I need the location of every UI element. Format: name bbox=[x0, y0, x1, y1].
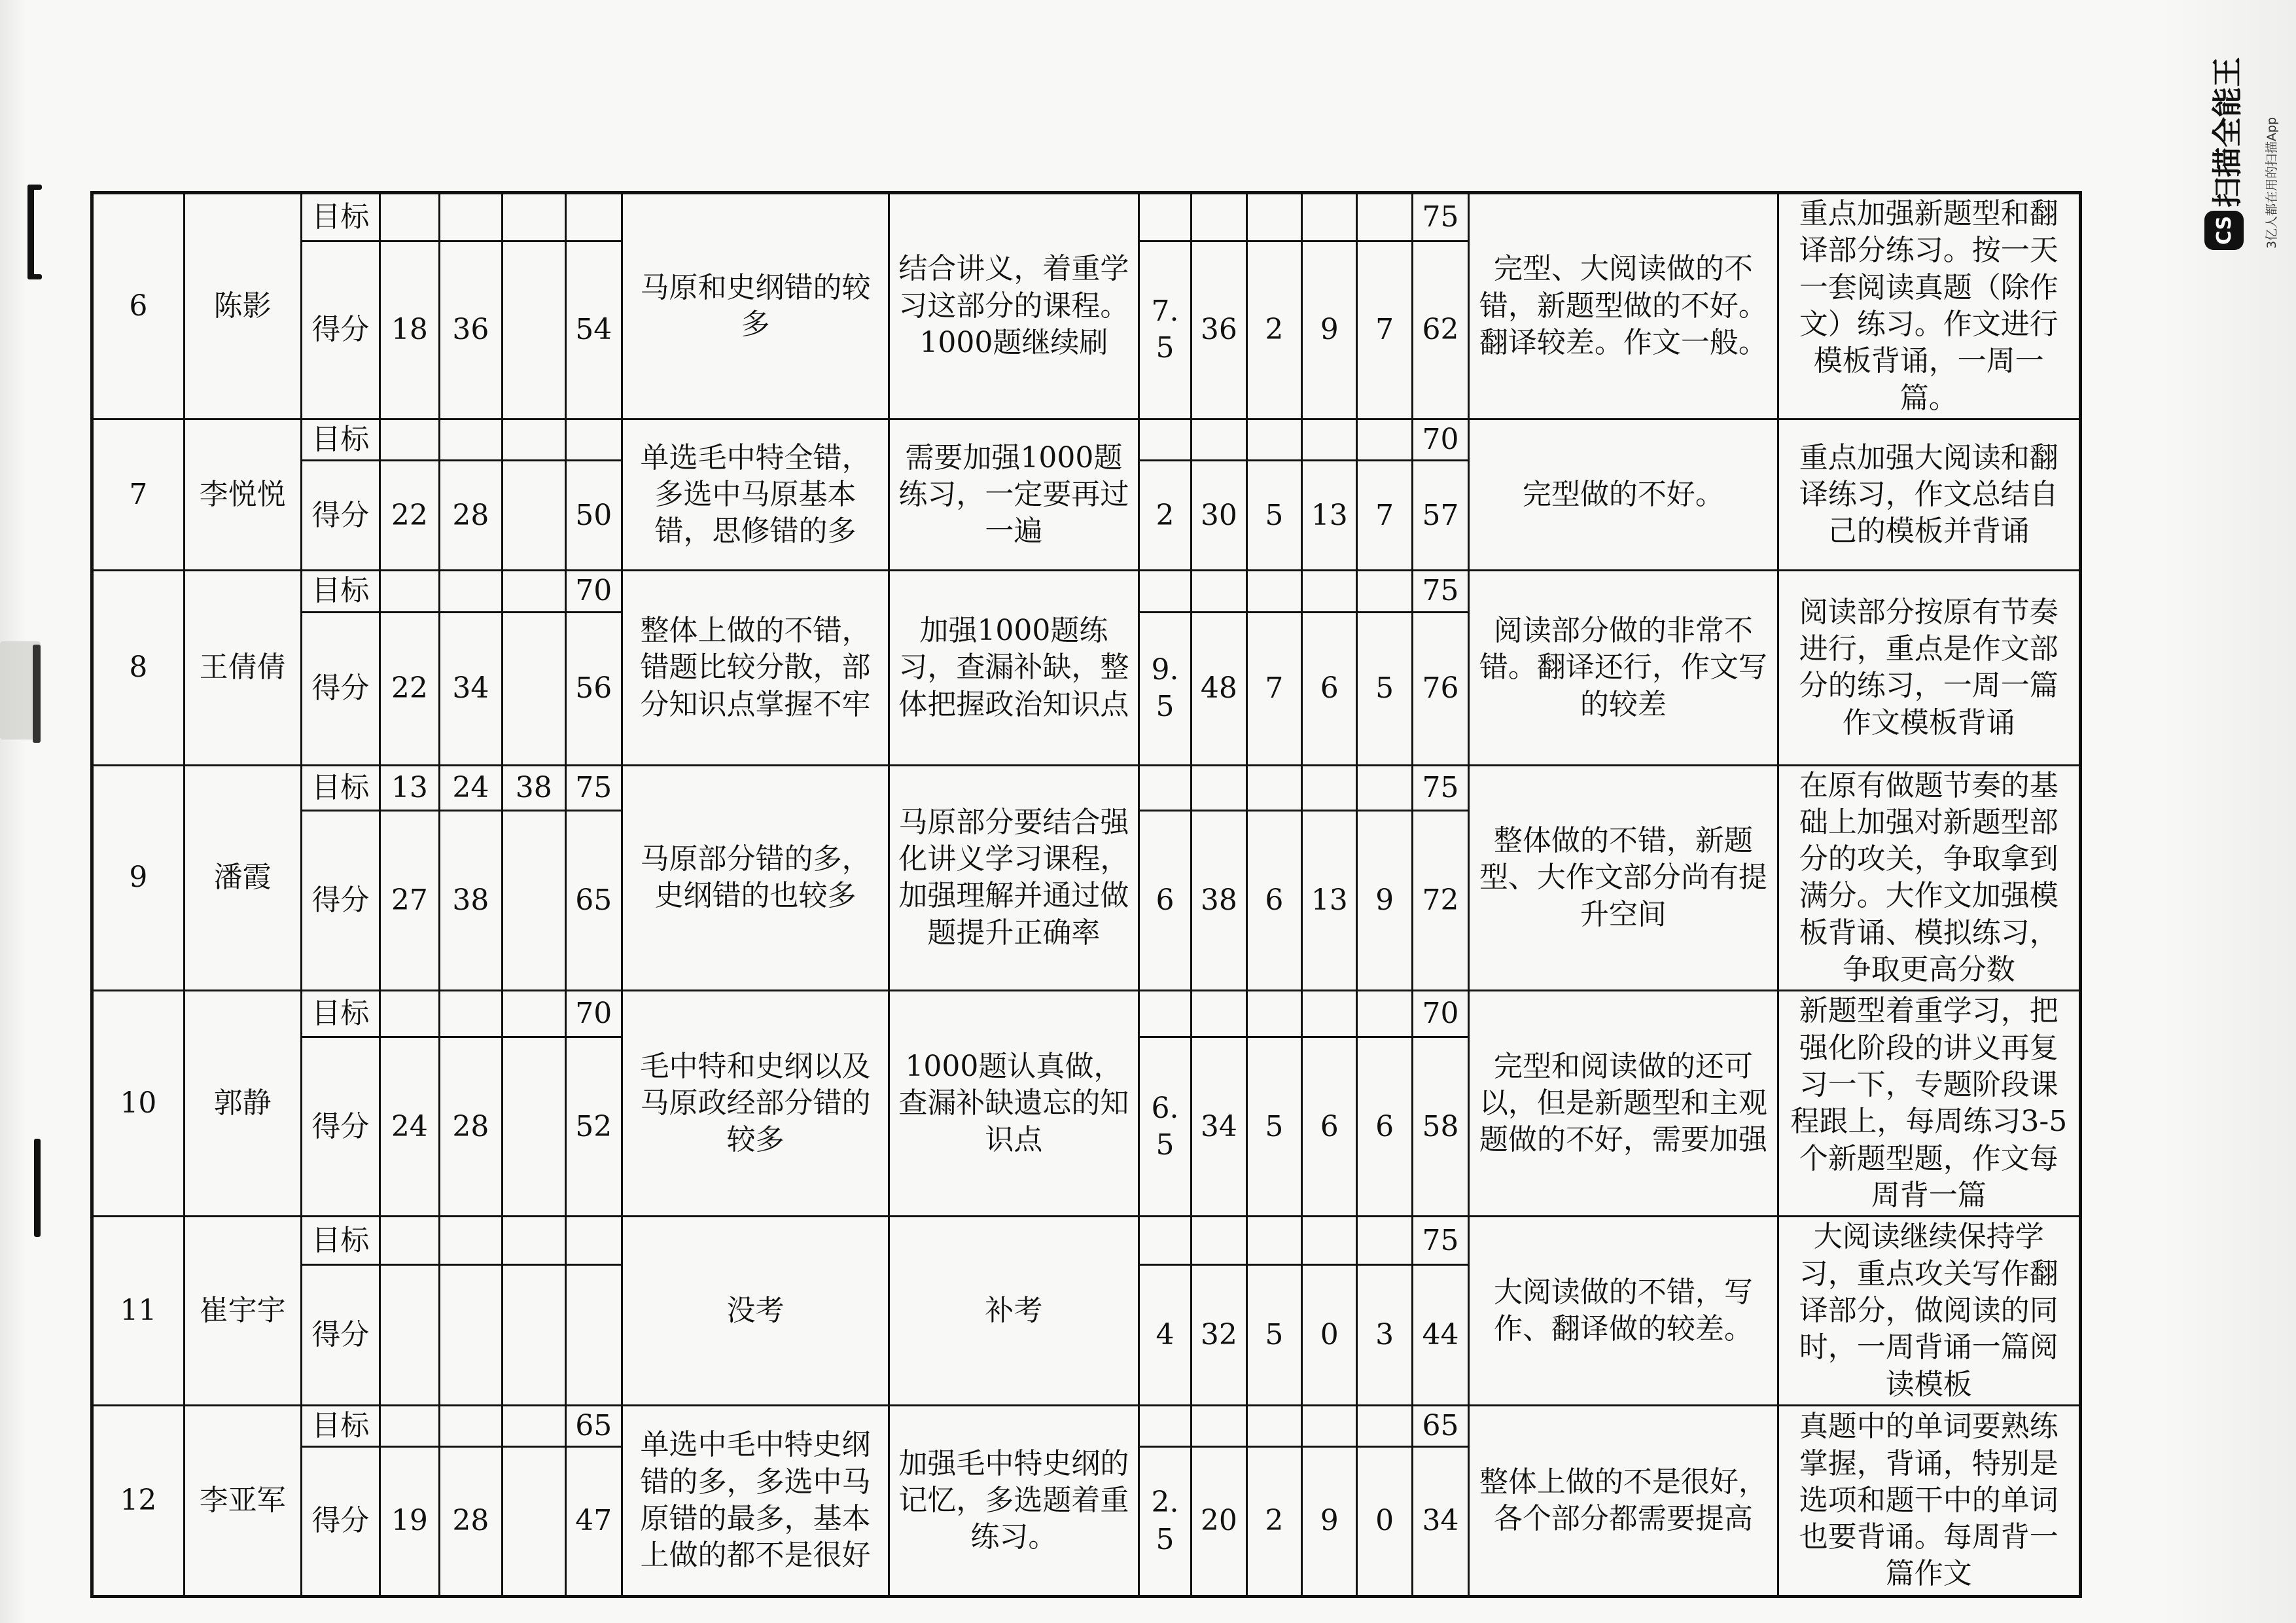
english-plan: 真题中的单词要熟练掌握，背诵，特别是选项和题干中的单词也要背诵。每周背一篇作文 bbox=[1778, 1405, 2080, 1596]
politics-analysis: 单选中毛中特史纲错的多，多选中马原错的最多，基本上做的都不是很好 bbox=[622, 1405, 889, 1596]
english-target-cell bbox=[1192, 1217, 1246, 1265]
student-number: 9 bbox=[92, 765, 185, 991]
politics-plan: 需要加强1000题练习，一定要再过一遍 bbox=[889, 419, 1139, 570]
english-score-cell: 2 bbox=[1246, 241, 1301, 419]
target-row bbox=[92, 419, 2081, 460]
english-target-cell bbox=[1357, 1405, 1412, 1446]
english-target-cell bbox=[1139, 765, 1191, 811]
politics-target-cell bbox=[380, 193, 439, 241]
watermark-tagline: 3亿人都在用的扫描App bbox=[2265, 116, 2279, 249]
english-target-cell bbox=[1192, 991, 1246, 1037]
politics-plan: 1000题认真做，查漏补缺遗忘的知识点 bbox=[889, 991, 1139, 1217]
english-score-cell: 30 bbox=[1192, 461, 1246, 571]
target-label: 目标 bbox=[301, 193, 380, 241]
english-target-cell bbox=[1302, 991, 1357, 1037]
politics-analysis: 没考 bbox=[622, 1217, 889, 1406]
politics-target-cell bbox=[565, 419, 622, 460]
english-score-cell: 72 bbox=[1412, 811, 1468, 991]
politics-plan: 加强毛中特史纲的记忆，多选题着重练习。 bbox=[889, 1405, 1139, 1596]
politics-score-cell: 54 bbox=[565, 241, 622, 419]
politics-score-cell bbox=[503, 1265, 565, 1406]
politics-target-cell: 75 bbox=[565, 765, 622, 811]
english-analysis: 完型和阅读做的还可以，但是新题型和主观题做的不好，需要加强 bbox=[1469, 991, 1778, 1217]
politics-score-cell: 28 bbox=[439, 1037, 502, 1217]
binder-clip-middle bbox=[33, 645, 41, 743]
english-target-cell bbox=[1139, 419, 1191, 460]
student-score-table bbox=[90, 191, 2082, 1598]
target-row bbox=[92, 1217, 2081, 1265]
politics-score-cell: 50 bbox=[565, 461, 622, 571]
politics-target-cell: 13 bbox=[380, 765, 439, 811]
politics-target-cell bbox=[380, 1405, 439, 1446]
english-target-cell bbox=[1192, 571, 1246, 612]
english-target-cell bbox=[1139, 991, 1191, 1037]
student-name: 王倩倩 bbox=[184, 571, 301, 765]
politics-plan: 加强1000题练习，查漏补缺，整体把握政治知识点 bbox=[889, 571, 1139, 765]
politics-score-cell bbox=[503, 612, 565, 765]
score-label: 得分 bbox=[301, 612, 380, 765]
english-target-cell bbox=[1302, 765, 1357, 811]
english-score-cell: 5 bbox=[1246, 461, 1301, 571]
english-target-cell bbox=[1302, 193, 1357, 241]
politics-score-cell bbox=[503, 1037, 565, 1217]
student-number: 8 bbox=[92, 571, 185, 765]
english-target-cell: 75 bbox=[1412, 571, 1468, 612]
english-target-cell bbox=[1139, 1217, 1191, 1265]
english-score-cell: 9.5 bbox=[1139, 612, 1191, 765]
english-target-cell bbox=[1139, 571, 1191, 612]
english-target-cell bbox=[1192, 1405, 1246, 1446]
english-target-cell bbox=[1246, 193, 1301, 241]
english-score-cell: 5 bbox=[1246, 1037, 1301, 1217]
english-score-cell: 34 bbox=[1192, 1037, 1246, 1217]
grade-sheet bbox=[90, 191, 2082, 1591]
politics-score-cell: 52 bbox=[565, 1037, 622, 1217]
english-score-cell: 6 bbox=[1302, 1037, 1357, 1217]
politics-target-cell bbox=[439, 1217, 502, 1265]
student-name: 崔宇宇 bbox=[184, 1217, 301, 1406]
score-label: 得分 bbox=[301, 1037, 380, 1217]
politics-score-cell: 47 bbox=[565, 1447, 622, 1597]
politics-target-cell bbox=[439, 571, 502, 612]
english-plan: 阅读部分按原有节奏进行，重点是作文部分的练习，一周一篇作文模板背诵 bbox=[1778, 571, 2080, 765]
score-label: 得分 bbox=[301, 811, 380, 991]
binder-clip-top bbox=[27, 185, 34, 279]
politics-target-cell: 70 bbox=[565, 991, 622, 1037]
student-number: 12 bbox=[92, 1405, 185, 1596]
english-plan: 在原有做题节奏的基础上加强对新题型部分的攻关，争取拿到满分。大作文加强模板背诵、模拟练习，争取更高分数 bbox=[1778, 765, 2080, 991]
english-score-cell: 34 bbox=[1412, 1447, 1468, 1597]
target-label: 目标 bbox=[301, 1217, 380, 1265]
english-analysis: 整体上做的不是很好，各个部分都需要提高 bbox=[1469, 1405, 1778, 1596]
english-score-cell: 48 bbox=[1192, 612, 1246, 765]
politics-target-cell bbox=[503, 571, 565, 612]
english-score-cell: 6 bbox=[1357, 1037, 1412, 1217]
politics-score-cell: 22 bbox=[380, 461, 439, 571]
english-target-cell bbox=[1192, 765, 1246, 811]
english-score-cell: 4 bbox=[1139, 1265, 1191, 1406]
english-target-cell bbox=[1357, 193, 1412, 241]
cs-logo-icon: CS bbox=[2204, 211, 2244, 250]
english-score-cell: 3 bbox=[1357, 1265, 1412, 1406]
politics-target-cell bbox=[439, 991, 502, 1037]
english-target-cell bbox=[1246, 1217, 1301, 1265]
student-name: 郭静 bbox=[184, 991, 301, 1217]
english-target-cell bbox=[1192, 419, 1246, 460]
english-target-cell bbox=[1302, 571, 1357, 612]
politics-target-cell: 65 bbox=[565, 1405, 622, 1446]
english-analysis: 整体做的不错，新题型、大作文部分尚有提升空间 bbox=[1469, 765, 1778, 991]
student-name: 李悦悦 bbox=[184, 419, 301, 570]
english-target-cell bbox=[1302, 1217, 1357, 1265]
politics-target-cell bbox=[439, 193, 502, 241]
politics-target-cell bbox=[503, 1217, 565, 1265]
english-target-cell bbox=[1246, 991, 1301, 1037]
politics-target-cell: 38 bbox=[503, 765, 565, 811]
english-score-cell: 38 bbox=[1192, 811, 1246, 991]
score-label: 得分 bbox=[301, 241, 380, 419]
politics-target-cell bbox=[565, 1217, 622, 1265]
binder-clip-bottom bbox=[34, 1139, 41, 1237]
english-score-cell: 9 bbox=[1302, 1447, 1357, 1597]
politics-score-cell bbox=[503, 1447, 565, 1597]
english-score-cell: 6 bbox=[1139, 811, 1191, 991]
target-row bbox=[92, 571, 2081, 612]
politics-analysis: 马原和史纲错的较多 bbox=[622, 193, 889, 419]
politics-target-cell bbox=[439, 1405, 502, 1446]
politics-score-cell: 28 bbox=[439, 461, 502, 571]
politics-score-cell: 22 bbox=[380, 612, 439, 765]
english-target-cell bbox=[1246, 765, 1301, 811]
english-score-cell: 2 bbox=[1246, 1447, 1301, 1597]
english-score-cell: 6 bbox=[1302, 612, 1357, 765]
english-score-cell: 9 bbox=[1302, 241, 1357, 419]
english-plan: 重点加强大阅读和翻译练习，作文总结自己的模板并背诵 bbox=[1778, 419, 2080, 570]
politics-score-cell bbox=[380, 1265, 439, 1406]
student-rows bbox=[92, 193, 2081, 1597]
student-name: 潘霞 bbox=[184, 765, 301, 991]
politics-score-cell: 24 bbox=[380, 1037, 439, 1217]
english-target-cell bbox=[1357, 571, 1412, 612]
english-target-cell bbox=[1246, 419, 1301, 460]
english-analysis: 完型、大阅读做的不错，新题型做的不好。翻译较差。作文一般。 bbox=[1469, 193, 1778, 419]
english-analysis: 完型做的不好。 bbox=[1469, 419, 1778, 570]
english-target-cell: 65 bbox=[1412, 1405, 1468, 1446]
politics-analysis: 整体上做的不错，错题比较分散，部分知识点掌握不牢 bbox=[622, 571, 889, 765]
english-score-cell: 7 bbox=[1357, 461, 1412, 571]
target-label: 目标 bbox=[301, 1405, 380, 1446]
english-target-cell: 75 bbox=[1412, 765, 1468, 811]
target-label: 目标 bbox=[301, 765, 380, 811]
english-plan: 重点加强新题型和翻译部分练习。按一天一套阅读真题（除作文）练习。作文进行模板背诵，一周一篇。 bbox=[1778, 193, 2080, 419]
politics-target-cell bbox=[380, 991, 439, 1037]
politics-target-cell bbox=[503, 193, 565, 241]
politics-score-cell: 27 bbox=[380, 811, 439, 991]
english-target-cell bbox=[1139, 193, 1191, 241]
english-target-cell: 70 bbox=[1412, 419, 1468, 460]
watermark-app-name: 扫描全能王 bbox=[2210, 57, 2245, 207]
politics-target-cell bbox=[503, 1405, 565, 1446]
politics-plan: 马原部分要结合强化讲义学习课程，加强理解并通过做题提升正确率 bbox=[889, 765, 1139, 991]
english-score-cell: 7 bbox=[1357, 241, 1412, 419]
politics-score-cell: 18 bbox=[380, 241, 439, 419]
english-score-cell: 7.5 bbox=[1139, 241, 1191, 419]
english-score-cell: 13 bbox=[1302, 811, 1357, 991]
politics-analysis: 毛中特和史纲以及马原政经部分错的较多 bbox=[622, 991, 889, 1217]
politics-score-cell: 65 bbox=[565, 811, 622, 991]
target-row bbox=[92, 765, 2081, 811]
politics-plan: 补考 bbox=[889, 1217, 1139, 1406]
politics-score-cell: 19 bbox=[380, 1447, 439, 1597]
scanner-watermark bbox=[2189, 33, 2279, 275]
english-score-cell: 0 bbox=[1302, 1265, 1357, 1406]
english-score-cell: 20 bbox=[1192, 1447, 1246, 1597]
english-score-cell: 44 bbox=[1412, 1265, 1468, 1406]
target-row bbox=[92, 991, 2081, 1037]
english-plan: 新题型着重学习，把强化阶段的讲义再复习一下，专题阶段课程跟上，每周练习3-5个新题型题，作文每周背一篇 bbox=[1778, 991, 2080, 1217]
english-score-cell: 5 bbox=[1357, 612, 1412, 765]
english-target-cell bbox=[1246, 1405, 1301, 1446]
politics-target-cell bbox=[380, 1217, 439, 1265]
politics-target-cell bbox=[503, 991, 565, 1037]
english-analysis: 阅读部分做的非常不错。翻译还行，作文写的较差 bbox=[1469, 571, 1778, 765]
english-target-cell bbox=[1357, 1217, 1412, 1265]
score-label: 得分 bbox=[301, 1447, 380, 1597]
english-score-cell: 6.5 bbox=[1139, 1037, 1191, 1217]
english-target-cell bbox=[1192, 193, 1246, 241]
target-row bbox=[92, 1405, 2081, 1446]
politics-score-cell bbox=[503, 241, 565, 419]
politics-target-cell bbox=[565, 193, 622, 241]
student-name: 李亚军 bbox=[184, 1405, 301, 1596]
english-target-cell: 75 bbox=[1412, 1217, 1468, 1265]
english-score-cell: 9 bbox=[1357, 811, 1412, 991]
english-score-cell: 62 bbox=[1412, 241, 1468, 419]
english-score-cell: 6 bbox=[1246, 811, 1301, 991]
politics-score-cell: 56 bbox=[565, 612, 622, 765]
english-target-cell bbox=[1302, 419, 1357, 460]
english-score-cell: 36 bbox=[1192, 241, 1246, 419]
politics-target-cell: 24 bbox=[439, 765, 502, 811]
english-score-cell: 5 bbox=[1246, 1265, 1301, 1406]
score-label: 得分 bbox=[301, 1265, 380, 1406]
english-target-cell bbox=[1302, 1405, 1357, 1446]
politics-plan: 结合讲义，着重学习这部分的课程。1000题继续刷 bbox=[889, 193, 1139, 419]
english-target-cell bbox=[1246, 571, 1301, 612]
english-target-cell bbox=[1357, 765, 1412, 811]
score-label: 得分 bbox=[301, 461, 380, 571]
politics-score-cell bbox=[565, 1265, 622, 1406]
english-score-cell: 76 bbox=[1412, 612, 1468, 765]
english-score-cell: 58 bbox=[1412, 1037, 1468, 1217]
english-score-cell: 2.5 bbox=[1139, 1447, 1191, 1597]
english-target-cell: 75 bbox=[1412, 193, 1468, 241]
english-target-cell: 70 bbox=[1412, 991, 1468, 1037]
student-name: 陈影 bbox=[184, 193, 301, 419]
politics-score-cell: 28 bbox=[439, 1447, 502, 1597]
politics-target-cell bbox=[380, 419, 439, 460]
politics-score-cell: 34 bbox=[439, 612, 502, 765]
politics-analysis: 单选毛中特全错，多选中马原基本错，思修错的多 bbox=[622, 419, 889, 570]
english-score-cell: 7 bbox=[1246, 612, 1301, 765]
politics-score-cell bbox=[439, 1265, 502, 1406]
english-plan: 大阅读继续保持学习，重点攻关写作翻译部分，做阅读的同时，一周背诵一篇阅读模板 bbox=[1778, 1217, 2080, 1406]
english-target-cell bbox=[1357, 991, 1412, 1037]
english-score-cell: 32 bbox=[1192, 1265, 1246, 1406]
student-number: 7 bbox=[92, 419, 185, 570]
english-score-cell: 2 bbox=[1139, 461, 1191, 571]
politics-analysis: 马原部分错的多，史纲错的也较多 bbox=[622, 765, 889, 991]
politics-target-cell bbox=[439, 419, 502, 460]
student-number: 11 bbox=[92, 1217, 185, 1406]
english-target-cell bbox=[1357, 419, 1412, 460]
politics-score-cell bbox=[503, 461, 565, 571]
english-target-cell bbox=[1139, 1405, 1191, 1446]
target-label: 目标 bbox=[301, 571, 380, 612]
target-label: 目标 bbox=[301, 419, 380, 460]
politics-target-cell bbox=[380, 571, 439, 612]
english-analysis: 大阅读做的不错，写作、翻译做的较差。 bbox=[1469, 1217, 1778, 1406]
politics-score-cell: 36 bbox=[439, 241, 502, 419]
politics-target-cell bbox=[503, 419, 565, 460]
student-number: 10 bbox=[92, 991, 185, 1217]
target-label: 目标 bbox=[301, 991, 380, 1037]
target-row bbox=[92, 193, 2081, 241]
english-score-cell: 57 bbox=[1412, 461, 1468, 571]
politics-score-cell bbox=[503, 811, 565, 991]
student-number: 6 bbox=[92, 193, 185, 419]
politics-target-cell: 70 bbox=[565, 571, 622, 612]
english-score-cell: 0 bbox=[1357, 1447, 1412, 1597]
politics-score-cell: 38 bbox=[439, 811, 502, 991]
english-score-cell: 13 bbox=[1302, 461, 1357, 571]
